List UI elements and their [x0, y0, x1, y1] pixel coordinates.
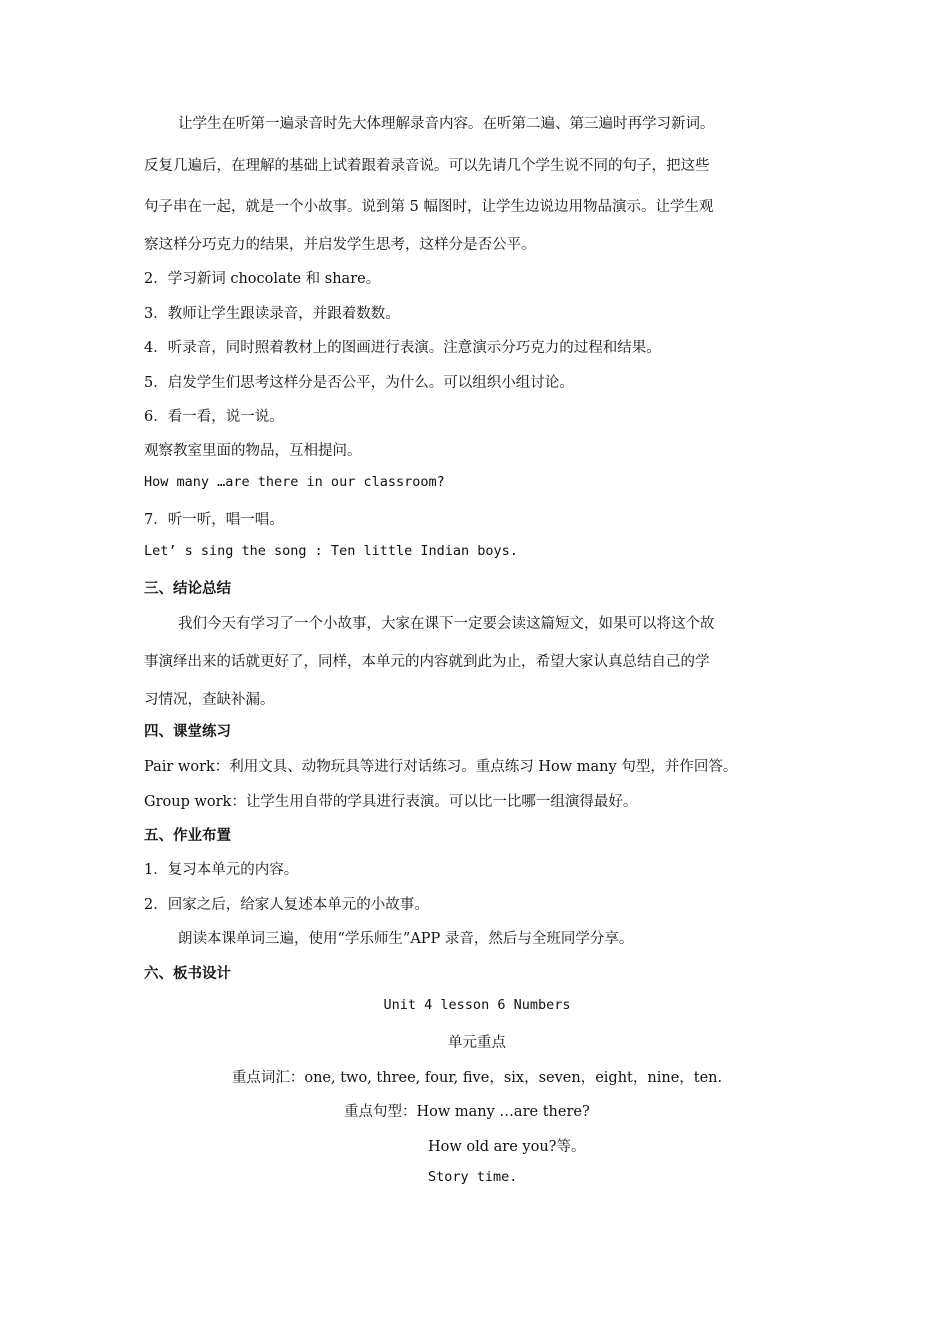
section-6-heading: 六、板书设计	[144, 966, 231, 982]
board-pattern-1: 重点句型：How many …are there?	[344, 1104, 590, 1120]
intro-line-2: 反复几遍后，在理解的基础上试着跟着录音说。可以先请几个学生说不同的句子，把这些	[144, 158, 710, 174]
section-3-line-2: 事演绎出来的话就更好了，同样，本单元的内容就到此为止，希望大家认真总结自己的学	[144, 654, 710, 670]
section-3-line-3: 习情况，查缺补漏。	[144, 692, 275, 708]
section-3-line-1: 我们今天有学习了一个小故事，大家在课下一定要会读这篇短文，如果可以将这个故	[178, 616, 715, 632]
step-2: 2．学习新词 chocolate 和 share。	[144, 271, 381, 287]
step-7: 7．听一听，唱一唱。	[144, 512, 284, 528]
question-line: How many …are there in our classroom?	[144, 474, 445, 490]
step-3: 3．教师让学生跟读录音，并跟着数数。	[144, 306, 400, 322]
group-work-line: Group work：让学生用自带的学具进行表演。可以比一比哪一组演得最好。	[144, 794, 638, 810]
intro-line-4: 察这样分巧克力的结果，并启发学生思考，这样分是否公平。	[144, 237, 536, 253]
step-6-desc: 观察教室里面的物品，互相提问。	[144, 443, 362, 459]
intro-line-3: 句子串在一起，就是一个小故事。说到第 5 幅图时，让学生边说边用物品演示。让学生观	[144, 199, 714, 215]
board-pattern-2: How old are you?等。	[428, 1139, 586, 1155]
intro-line-1: 让学生在听第一遍录音时先大体理解录音内容。在听第二遍、第三遍时再学习新词。	[178, 116, 715, 132]
pair-work-line: Pair work：利用文具、动物玩具等进行对话练习。重点练习 How many 句型，并作回答。	[144, 759, 738, 775]
board-vocab: 重点词汇：one, two, three, four, five，six，seven，eight，nine，ten.	[231, 1070, 723, 1086]
section-5-heading: 五、作业布置	[144, 828, 231, 844]
homework-1: 1．复习本单元的内容。	[144, 862, 299, 878]
homework-3: 朗读本课单词三遍，使用“学乐师生”APP 录音，然后与全班同学分享。	[178, 931, 634, 947]
step-5: 5．启发学生们思考这样分是否公平，为什么。可以组织小组讨论。	[144, 375, 574, 391]
board-pattern-3: Story time.	[428, 1169, 518, 1185]
board-title: Unit 4 lesson 6 Numbers	[383, 997, 571, 1013]
step-4: 4．听录音，同时照着教材上的图画进行表演。注意演示分巧克力的过程和结果。	[144, 340, 661, 356]
song-line: Let’ s sing the song : Ten little Indian boys.	[144, 543, 518, 559]
section-4-heading: 四、课堂练习	[144, 724, 231, 740]
homework-2: 2．回家之后，给家人复述本单元的小故事。	[144, 897, 429, 913]
step-6: 6．看一看，说一说。	[144, 409, 284, 425]
board-subtitle: 单元重点	[448, 1035, 506, 1051]
section-3-heading: 三、结论总结	[144, 581, 231, 597]
